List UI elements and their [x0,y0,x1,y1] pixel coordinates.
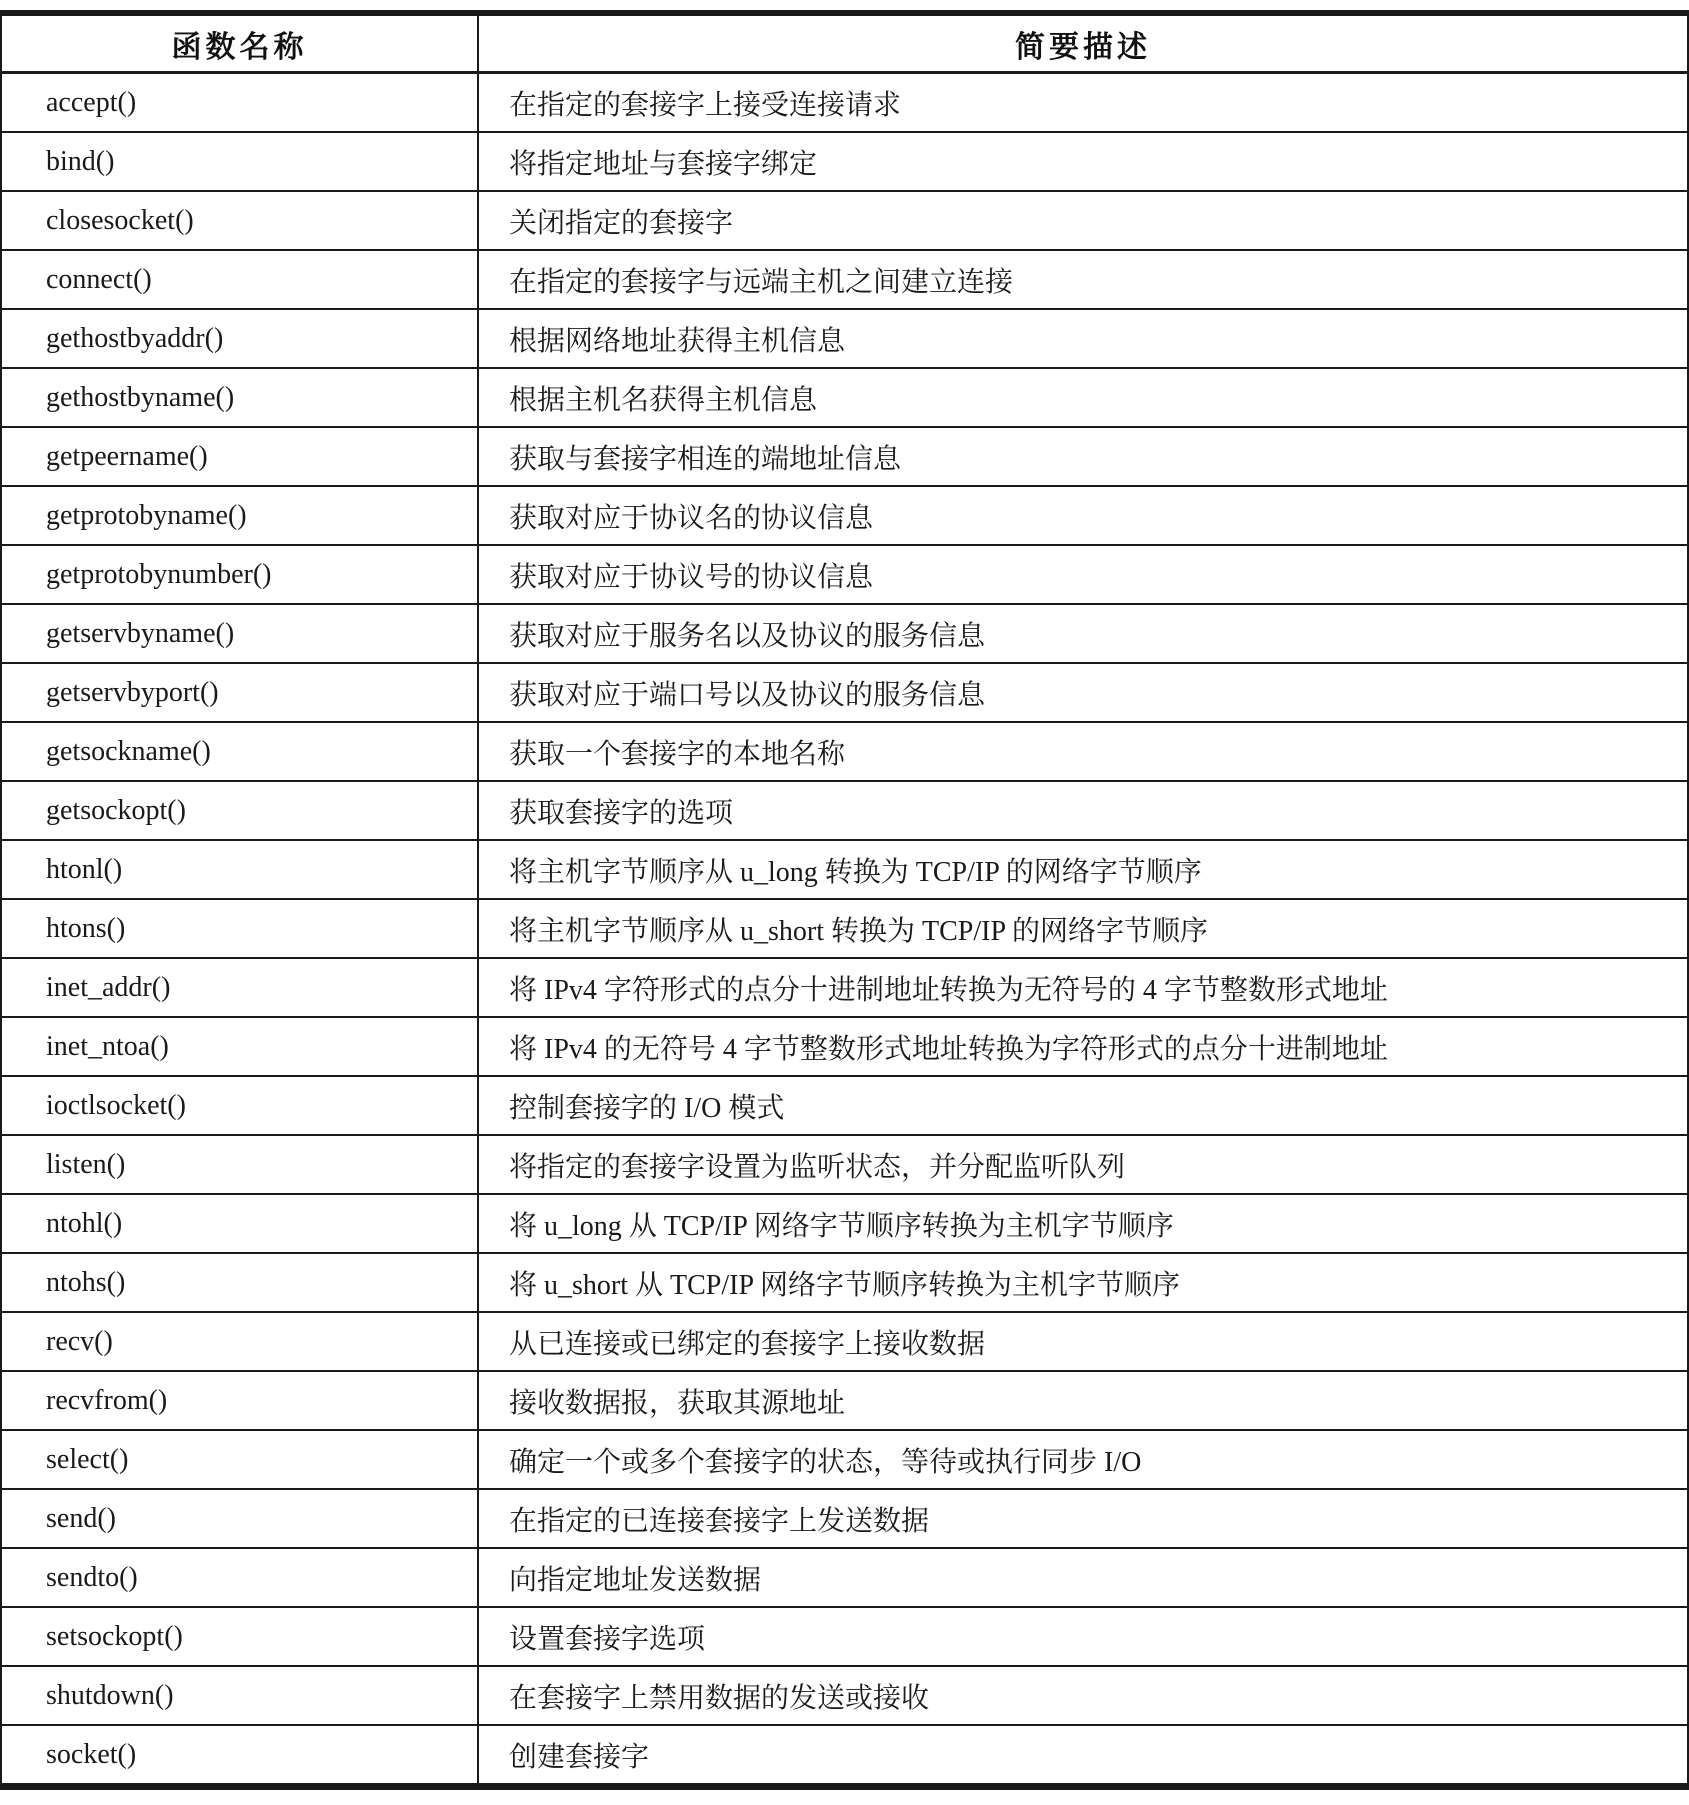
description-cell: 控制套接字的 I/O 模式 [478,1076,1688,1135]
function-name-cell: getservbyname() [1,604,478,663]
description-cell: 在套接字上禁用数据的发送或接收 [478,1666,1688,1725]
table-row [1,604,1688,663]
description-cell: 获取对应于协议号的协议信息 [478,545,1688,604]
function-name-cell: getsockopt() [1,781,478,840]
function-name-cell: getservbyport() [1,663,478,722]
description-cell: 将主机字节顺序从 u_short 转换为 TCP/IP 的网络字节顺序 [478,899,1688,958]
function-name-cell: gethostbyname() [1,368,478,427]
description-cell: 在指定的套接字与远端主机之间建立连接 [478,250,1688,309]
function-name-cell: getprotobynumber() [1,545,478,604]
description-cell: 根据主机名获得主机信息 [478,368,1688,427]
description-cell: 获取对应于协议名的协议信息 [478,486,1688,545]
description-cell: 将指定的套接字设置为监听状态，并分配监听队列 [478,1135,1688,1194]
description-cell: 确定一个或多个套接字的状态，等待或执行同步 I/O [478,1430,1688,1489]
function-name-cell: setsockopt() [1,1607,478,1666]
description-cell: 设置套接字选项 [478,1607,1688,1666]
table-row [1,663,1688,722]
function-name-cell: select() [1,1430,478,1489]
description-cell: 从已连接或已绑定的套接字上接收数据 [478,1312,1688,1371]
function-name-cell: ntohl() [1,1194,478,1253]
description-cell: 关闭指定的套接字 [478,191,1688,250]
table-row [1,1371,1688,1430]
function-name-cell: inet_ntoa() [1,1017,478,1076]
column-header-function-name: 函数名称 [1,13,478,73]
description-cell: 获取与套接字相连的端地址信息 [478,427,1688,486]
description-cell: 将 IPv4 字符形式的点分十进制地址转换为无符号的 4 字节整数形式地址 [478,958,1688,1017]
function-name-cell: connect() [1,250,478,309]
description-cell: 将指定地址与套接字绑定 [478,132,1688,191]
table-row [1,191,1688,250]
table-row [1,1135,1688,1194]
table-row [1,1017,1688,1076]
table-row [1,1194,1688,1253]
description-cell: 获取套接字的选项 [478,781,1688,840]
description-cell: 获取一个套接字的本地名称 [478,722,1688,781]
function-name-cell: sendto() [1,1548,478,1607]
table-row [1,545,1688,604]
table-row [1,132,1688,191]
description-cell: 将 u_short 从 TCP/IP 网络字节顺序转换为主机字节顺序 [478,1253,1688,1312]
table-row [1,309,1688,368]
table-row [1,1666,1688,1725]
table-row [1,899,1688,958]
table-row [1,73,1688,133]
description-cell: 接收数据报，获取其源地址 [478,1371,1688,1430]
function-name-cell: inet_addr() [1,958,478,1017]
table-row [1,781,1688,840]
table-row [1,1725,1688,1787]
function-name-cell: socket() [1,1725,478,1787]
column-header-description: 简要描述 [478,13,1688,73]
header-row [1,13,1688,73]
description-cell: 根据网络地址获得主机信息 [478,309,1688,368]
function-name-cell: bind() [1,132,478,191]
function-name-cell: shutdown() [1,1666,478,1725]
function-name-cell: recvfrom() [1,1371,478,1430]
table-row [1,1607,1688,1666]
table-row [1,368,1688,427]
table-row [1,427,1688,486]
table-row [1,1253,1688,1312]
function-name-cell: htons() [1,899,478,958]
description-cell: 将 IPv4 的无符号 4 字节整数形式地址转换为字符形式的点分十进制地址 [478,1017,1688,1076]
function-name-cell: gethostbyaddr() [1,309,478,368]
table-row [1,1548,1688,1607]
function-name-cell: getprotobyname() [1,486,478,545]
socket-functions-table [0,10,1689,1790]
description-cell: 将 u_long 从 TCP/IP 网络字节顺序转换为主机字节顺序 [478,1194,1688,1253]
table-row [1,1076,1688,1135]
function-name-cell: closesocket() [1,191,478,250]
table-body [1,73,1688,1787]
function-name-cell: recv() [1,1312,478,1371]
description-cell: 在指定的套接字上接受连接请求 [478,73,1688,133]
table-row [1,486,1688,545]
description-cell: 获取对应于端口号以及协议的服务信息 [478,663,1688,722]
function-name-cell: getpeername() [1,427,478,486]
function-name-cell: listen() [1,1135,478,1194]
table-row [1,1489,1688,1548]
table-row [1,958,1688,1017]
table-row [1,1312,1688,1371]
description-cell: 将主机字节顺序从 u_long 转换为 TCP/IP 的网络字节顺序 [478,840,1688,899]
table-row [1,840,1688,899]
function-name-cell: send() [1,1489,478,1548]
description-cell: 在指定的已连接套接字上发送数据 [478,1489,1688,1548]
function-name-cell: accept() [1,73,478,133]
description-cell: 向指定地址发送数据 [478,1548,1688,1607]
function-name-cell: getsockname() [1,722,478,781]
description-cell: 获取对应于服务名以及协议的服务信息 [478,604,1688,663]
function-name-cell: ntohs() [1,1253,478,1312]
table-row [1,1430,1688,1489]
description-cell: 创建套接字 [478,1725,1688,1787]
table-row [1,250,1688,309]
table-row [1,722,1688,781]
function-name-cell: htonl() [1,840,478,899]
function-name-cell: ioctlsocket() [1,1076,478,1135]
table-header [1,13,1688,73]
